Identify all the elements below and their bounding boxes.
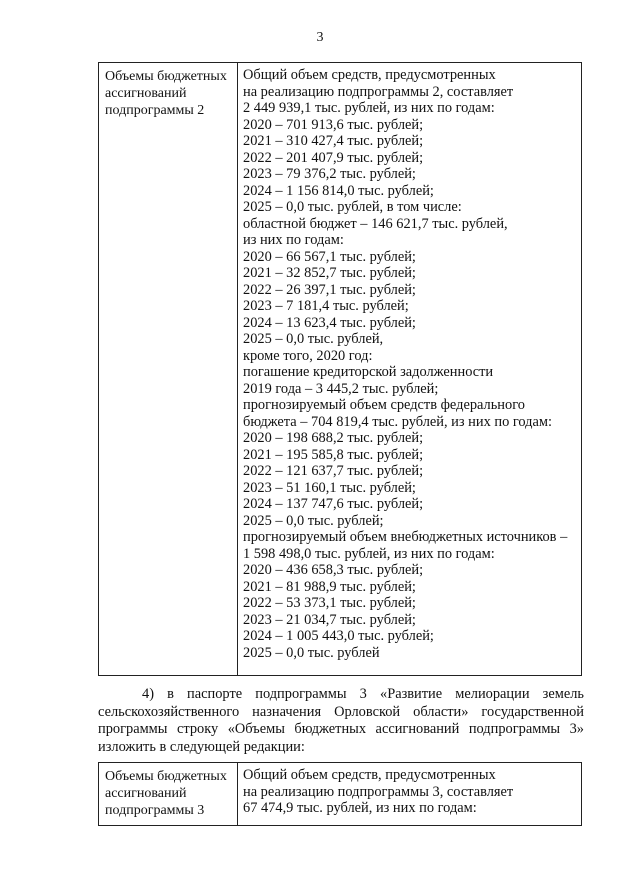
content-line: 2024 – 137 747,6 тыс. рублей; <box>243 496 424 512</box>
content-line: 2021 – 195 585,8 тыс. рублей; <box>243 446 424 463</box>
content-line: 2024 – 1 005 443,0 тыс. рублей; <box>243 628 434 644</box>
paragraph-line: изложить в следующей редакции: <box>98 738 305 755</box>
content-line: 2020 – 198 688,2 тыс. рублей; <box>243 430 424 446</box>
content-line: 2025 – 0,0 тыс. рублей; <box>243 512 384 529</box>
content-line: 2020 – 701 913,6 тыс. рублей; <box>243 116 424 133</box>
table-label-cell <box>99 63 238 675</box>
content-line: 2019 года – 3 445,2 тыс. рублей; <box>243 380 439 397</box>
table-content-cell <box>238 63 581 675</box>
content-line: 67 474,9 тыс. рублей, из них по годам: <box>243 800 477 816</box>
content-line: 2022 – 201 407,9 тыс. рублей; <box>243 149 424 166</box>
content-line: прогнозируемый объем средств федерального <box>243 397 525 413</box>
page-number: 3 <box>316 30 324 45</box>
table-label-cell <box>99 763 238 825</box>
content-line: 2023 – 7 181,4 тыс. рублей; <box>243 298 409 314</box>
label-line: подпрограммы 2 <box>105 103 205 118</box>
budget-table-subprogram-3 <box>98 762 582 826</box>
label-line: подпрограммы 3 <box>105 803 205 818</box>
label-line: ассигнований <box>105 786 187 801</box>
content-line: бюджета – 704 819,4 тыс. рублей, из них по годам: <box>243 413 552 430</box>
content-line: прогнозируемый объем внебюджетных источников – <box>243 529 568 545</box>
content-line: 2025 – 0,0 тыс. рублей, <box>243 331 384 347</box>
content-line: 2025 – 0,0 тыс. рублей, в том числе: <box>243 199 462 215</box>
content-line: 2022 – 53 373,1 тыс. рублей; <box>243 595 416 611</box>
content-line: 2020 – 66 567,1 тыс. рублей; <box>243 248 416 265</box>
amendment-paragraph <box>98 686 584 756</box>
content-line: 2020 – 436 658,3 тыс. рублей; <box>243 562 424 578</box>
content-line: 2022 – 26 397,1 тыс. рублей; <box>243 281 416 298</box>
content-line: из них по годам: <box>243 232 344 248</box>
content-line: 2021 – 32 852,7 тыс. рублей; <box>243 265 416 281</box>
budget-table-subprogram-2 <box>98 62 582 676</box>
content-line: на реализацию подпрограммы 3, составляет <box>243 783 514 800</box>
paragraph-line: сельскохозяйственного назначения Орловской области» государственной <box>98 703 584 720</box>
content-line: 2023 – 51 160,1 тыс. рублей; <box>243 479 416 496</box>
content-line: 2 449 939,1 тыс. рублей, из них по годам: <box>243 100 495 116</box>
content-line: Общий объем средств, предусмотренных <box>243 67 496 83</box>
table-content-cell <box>238 763 581 825</box>
content-line: 1 598 498,0 тыс. рублей, из них по годам: <box>243 545 495 562</box>
content-line: 2021 – 310 427,4 тыс. рублей; <box>243 133 424 149</box>
label-line: ассигнований <box>105 86 187 101</box>
label-line: Объемы бюджетных <box>105 769 227 784</box>
content-line: погашение кредиторской задолженности <box>243 364 494 380</box>
content-line: 2024 – 1 156 814,0 тыс. рублей; <box>243 182 434 199</box>
label-line: Объемы бюджетных <box>105 69 227 84</box>
content-line: 2021 – 81 988,9 тыс. рублей; <box>243 578 416 595</box>
content-line: на реализацию подпрограммы 2, составляет <box>243 83 514 100</box>
content-line: Общий объем средств, предусмотренных <box>243 767 496 783</box>
content-line: 2023 – 79 376,2 тыс. рублей; <box>243 166 416 182</box>
paragraph-line: 4) в паспорте подпрограммы 3 «Развитие мелиорации земель <box>142 686 584 702</box>
content-line: 2025 – 0,0 тыс. рублей <box>243 644 380 661</box>
content-line: областной бюджет – 146 621,7 тыс. рублей, <box>243 215 508 232</box>
content-line: 2024 – 13 623,4 тыс. рублей; <box>243 314 416 331</box>
content-line: 2023 – 21 034,7 тыс. рублей; <box>243 611 416 628</box>
content-line: 2022 – 121 637,7 тыс. рублей; <box>243 463 424 479</box>
paragraph-line: программы строку «Объемы бюджетных ассигнований подпрограммы 3» <box>98 721 584 737</box>
content-line: кроме того, 2020 год: <box>243 347 373 364</box>
